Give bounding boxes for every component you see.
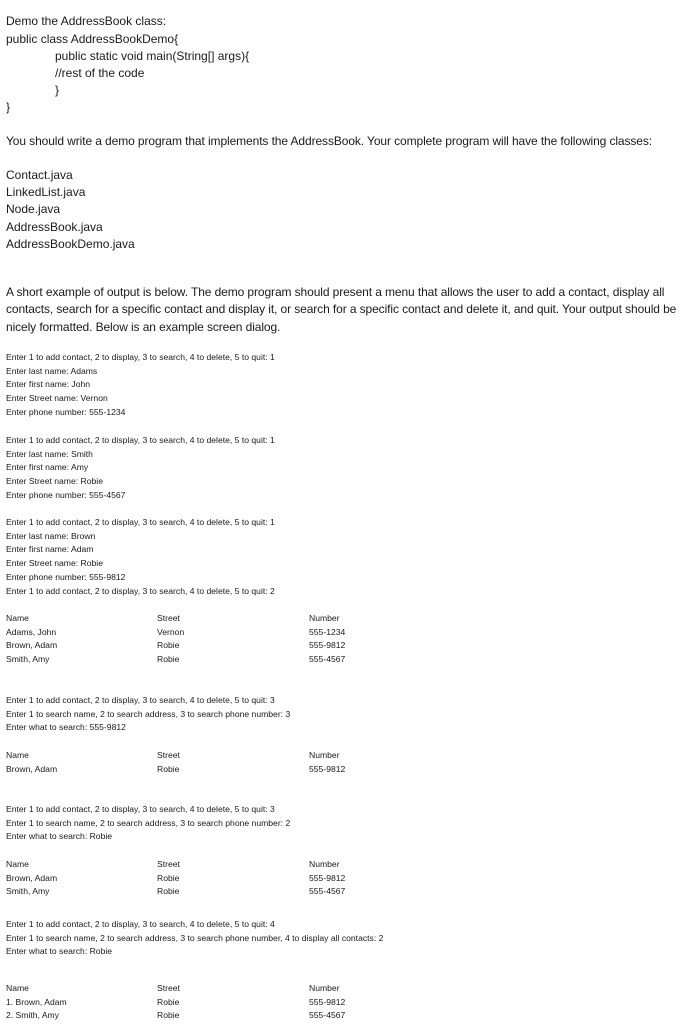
table-cell: Adams, John <box>6 626 57 637</box>
table-cell: Robie <box>157 996 180 1007</box>
dialog-line: Enter last name: Smith <box>6 448 93 459</box>
table-cell: Robie <box>157 886 180 897</box>
file-name: AddressBookDemo.java <box>6 237 135 251</box>
table-row <box>6 885 429 899</box>
table-cell: Smith, Amy <box>6 654 50 665</box>
table-cell: 555-9812 <box>309 872 346 883</box>
dialog-line: Enter first name: Amy <box>6 462 89 473</box>
table-cell: Robie <box>157 654 180 665</box>
dialog-block <box>6 516 275 598</box>
dialog-line: Enter phone number: 555-4567 <box>6 489 126 500</box>
column-header: Name <box>6 859 29 869</box>
code-outer-close: } <box>6 100 11 114</box>
column-header: Number <box>309 983 340 993</box>
table-row <box>6 639 429 653</box>
dialog-line: Enter Street name: Robie <box>6 558 103 569</box>
dialog-block <box>6 803 290 844</box>
table-row <box>6 1009 429 1023</box>
table-row <box>6 626 429 640</box>
table-header <box>6 858 429 872</box>
dialog-line: Enter what to search: 555-9812 <box>6 722 126 733</box>
dialog-line: Enter 1 to search name, 2 to search address, 3 to search phone number: 3 <box>6 708 291 719</box>
dialog-line: Enter Street name: Vernon <box>6 393 108 404</box>
dialog-line: Enter 1 to add contact, 2 to display, 3 to search, 4 to delete, 5 to quit: 1 <box>6 435 275 445</box>
table-row <box>6 872 429 886</box>
table-cell: Brown, Adam <box>6 763 58 774</box>
table-cell: Brown, Adam <box>6 872 58 883</box>
file-name: Node.java <box>6 202 61 216</box>
column-header: Street <box>157 859 180 869</box>
column-header: Street <box>157 750 180 760</box>
table-cell: Brown, Adam <box>6 640 58 651</box>
dialog-block <box>6 434 275 503</box>
code-class-line: public class AddressBookDemo{ <box>6 32 179 46</box>
dialog-line: Enter what to search: Robie <box>6 946 113 957</box>
table-cell: 555-9812 <box>309 996 346 1007</box>
table-cell: 555-4567 <box>309 1010 346 1021</box>
file-name: LinkedList.java <box>6 185 86 199</box>
intro-line: Demo the AddressBook class: <box>6 14 167 28</box>
column-header: Name <box>6 613 29 623</box>
dialog-line: Enter last name: Adams <box>6 365 98 376</box>
dialog-block <box>6 918 383 959</box>
table-cell: 555-4567 <box>309 886 346 897</box>
dialog-block <box>6 351 275 420</box>
dialog-line: Enter 1 to add contact, 2 to display, 3 to search, 4 to delete, 5 to quit: 1 <box>6 352 275 362</box>
dialog-line: Enter Street name: Robie <box>6 476 103 487</box>
column-header: Number <box>309 750 340 760</box>
results-table <box>6 612 429 667</box>
dialog-line: Enter 1 to add contact, 2 to display, 3 to search, 4 to delete, 5 to quit: 3 <box>6 804 275 814</box>
dialog-line: Enter 1 to add contact, 2 to display, 3 to search, 4 to delete, 5 to quit: 4 <box>6 919 275 929</box>
paragraph-classes: You should write a demo program that implements the AddressBook. Your complete program will have the following classes: <box>6 134 653 148</box>
table-row <box>6 996 429 1010</box>
table-header <box>6 749 429 763</box>
dialog-line: Enter 1 to add contact, 2 to display, 3 to search, 4 to delete, 5 to quit: 3 <box>6 695 275 705</box>
results-table <box>6 749 429 776</box>
code-inner-close: } <box>55 83 60 97</box>
table-cell: Robie <box>157 763 180 774</box>
dialog-line: Enter 1 to add contact, 2 to display, 3 to search, 4 to delete, 5 to quit: 2 <box>6 585 275 596</box>
table-header <box>6 612 429 626</box>
dialog-line: Enter what to search: Robie <box>6 831 113 842</box>
file-name: Contact.java <box>6 168 73 182</box>
table-cell: 555-9812 <box>309 763 346 774</box>
code-comment: //rest of the code <box>55 66 145 80</box>
table-cell: Robie <box>157 1010 180 1021</box>
table-cell: 555-1234 <box>309 626 346 637</box>
column-header: Number <box>309 859 340 869</box>
table-cell: 1. Brown, Adam <box>6 996 67 1007</box>
paragraph-example: A short example of output is below. The demo program should present a menu that allows the user to add a contact, display all contacts, search for a specific contact and display it, or search for a specific contact and delete it, and quit. Your output should be nicely formatted. Below is an example screen dialog. <box>6 285 677 334</box>
table-header <box>6 982 429 996</box>
table-cell: Robie <box>157 872 180 883</box>
results-table <box>6 982 429 1023</box>
dialog-line: Enter 1 to add contact, 2 to display, 3 to search, 4 to delete, 5 to quit: 1 <box>6 517 275 527</box>
column-header: Name <box>6 750 29 760</box>
dialog-line: Enter first name: John <box>6 379 91 390</box>
table-cell: 555-4567 <box>309 654 346 665</box>
dialog-line: Enter phone number: 555-9812 <box>6 571 126 582</box>
table-cell: Robie <box>157 640 180 651</box>
column-header: Street <box>157 613 180 623</box>
code-main-line: public static void main(String[] args){ <box>55 49 250 63</box>
table-cell: Smith, Amy <box>6 886 50 897</box>
file-name: AddressBook.java <box>6 220 103 234</box>
table-cell: 2. Smith, Amy <box>6 1010 60 1021</box>
table-row <box>6 763 429 777</box>
table-cell: 555-9812 <box>309 640 346 651</box>
table-row <box>6 653 429 667</box>
column-header: Name <box>6 983 29 993</box>
table-cell: Vernon <box>157 626 185 637</box>
dialog-line: Enter phone number: 555-1234 <box>6 406 126 417</box>
results-table <box>6 858 429 899</box>
column-header: Number <box>309 613 340 623</box>
dialog-block <box>6 694 290 735</box>
dialog-line: Enter last name: Brown <box>6 530 96 541</box>
column-header: Street <box>157 983 180 993</box>
dialog-line: Enter 1 to search name, 2 to search address, 3 to search phone number: 2 <box>6 817 291 828</box>
dialog-line: Enter 1 to search name, 2 to search address, 3 to search phone number, 4 to display all contacts: 2 <box>6 932 384 943</box>
dialog-line: Enter first name: Adam <box>6 544 94 555</box>
